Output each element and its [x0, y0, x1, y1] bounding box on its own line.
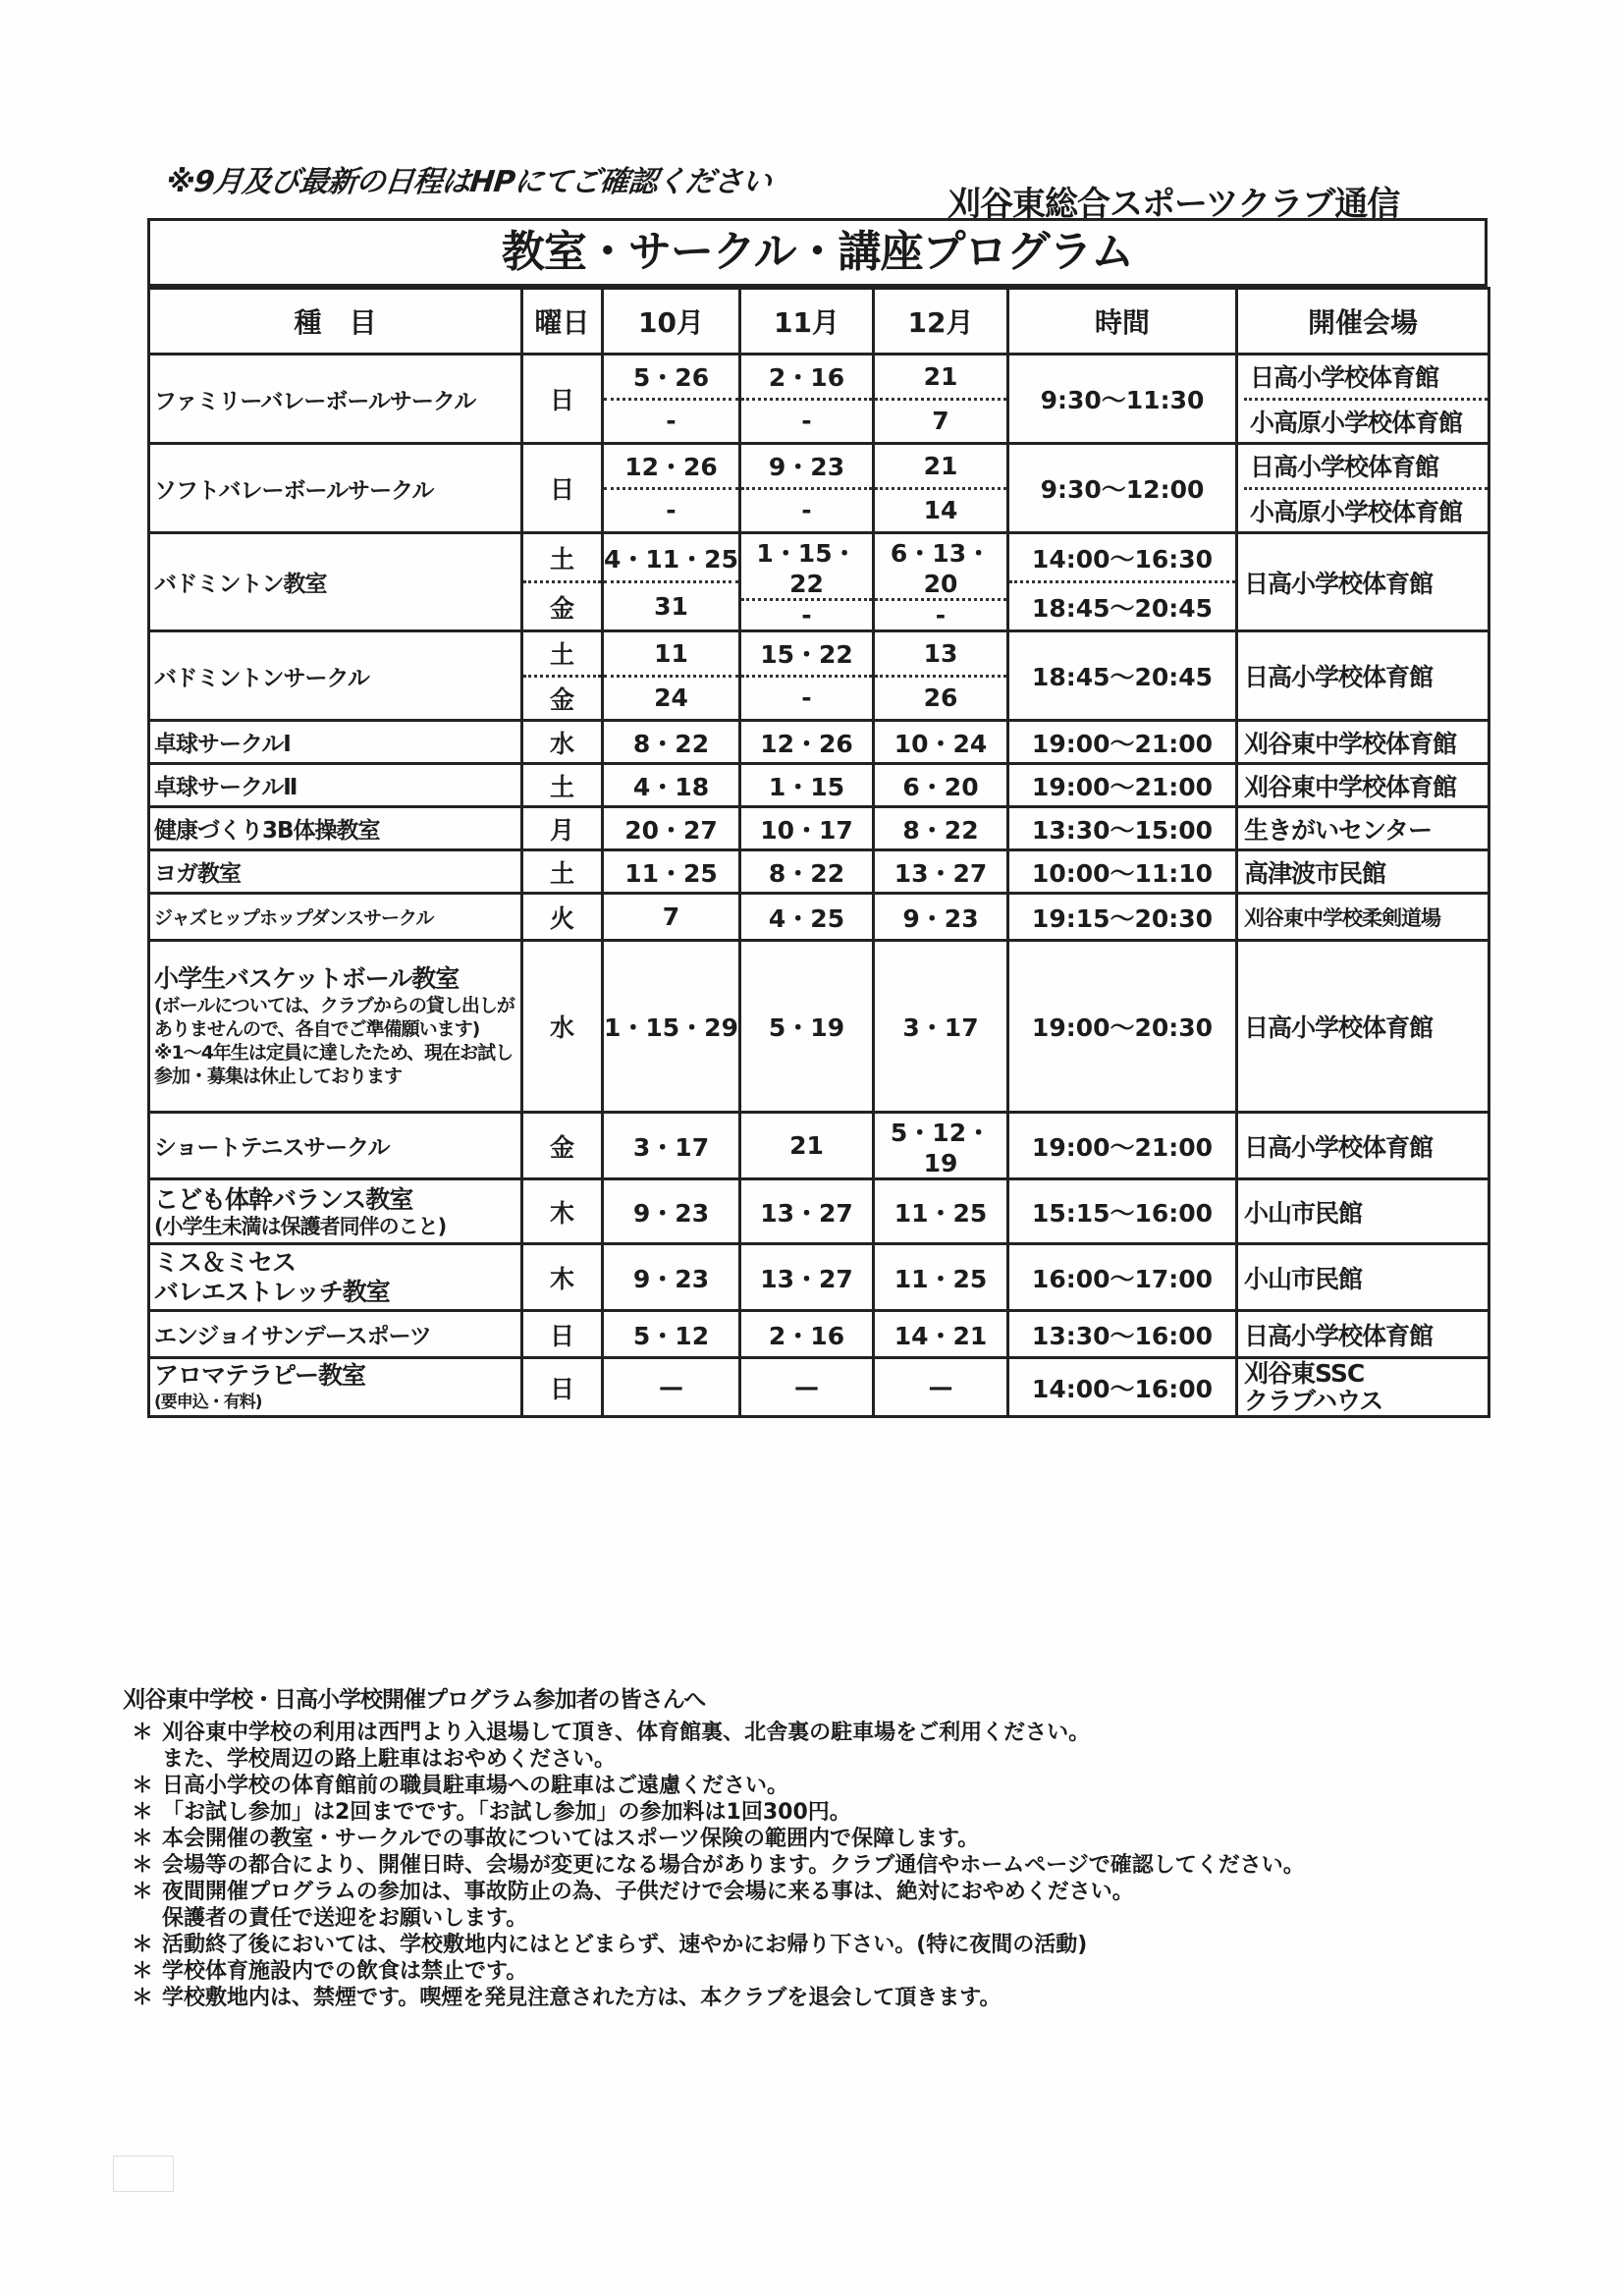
event-name: 小学生バスケットボール教室: [154, 964, 460, 993]
dec-cell: 13・27: [874, 850, 1008, 894]
asterisk-bullet-icon: ＊: [131, 1800, 153, 1825]
table-row: [149, 850, 1489, 894]
program-table: [147, 287, 1490, 1418]
dec-cell: [874, 355, 1008, 444]
oct-cell: 1・15・29: [603, 941, 740, 1113]
nov-date: -: [801, 407, 812, 436]
venue-cell: 高津波市民館: [1237, 850, 1489, 894]
nov-cell: 13・27: [740, 1179, 874, 1244]
oct-cell: 4・18: [603, 764, 740, 807]
dec-date: 21: [875, 355, 1006, 401]
col-header-nov: 11月: [740, 289, 874, 355]
nov-date: 2・16: [741, 355, 872, 401]
nov-cell: [740, 355, 874, 444]
table-row: [149, 1113, 1489, 1179]
day-cell: 水: [522, 721, 603, 764]
note-text: 活動終了後においては、学校敷地内にはとどまらず、速やかにお帰り下さい。(特に夜間の活動): [162, 1933, 1088, 1957]
note-text: 日高小学校の体育館前の職員駐車場への駐車はご遠慮ください。: [162, 1774, 789, 1798]
note-text: 夜間開催プログラムの参加は、事故防止の為、子供だけで会場に来る事は、絶対におやめください。: [162, 1880, 1134, 1904]
day-cell: 日: [522, 355, 603, 444]
col-header-venue: 開催会場: [1237, 289, 1489, 355]
nov-cell: 5・19: [740, 941, 874, 1113]
table-row: [149, 941, 1489, 1113]
event-name-cell: [149, 1179, 522, 1244]
table-row: [149, 631, 1489, 721]
asterisk-bullet-icon: ＊: [131, 1880, 153, 1904]
table-row: [149, 533, 1489, 631]
event-name: ヨガ教室: [149, 850, 522, 894]
table-row: [149, 1179, 1489, 1244]
day-value: 土: [523, 534, 601, 583]
nov-cell: 21: [740, 1113, 874, 1179]
venue-name-line2: クラブハウス: [1244, 1386, 1383, 1415]
participant-notes: [123, 1681, 1517, 2011]
oct-cell: 9・23: [603, 1244, 740, 1311]
note-continuation: また、学校周辺の路上駐車はおやめください。: [162, 1747, 617, 1772]
table-row: [149, 807, 1489, 850]
nov-cell: [740, 444, 874, 533]
oct-cell: [603, 444, 740, 533]
venue-cell: 刈谷東中学校体育館: [1237, 764, 1489, 807]
dec-cell: —: [874, 1358, 1008, 1417]
event-note: (ボールについては、クラブからの貸し出しがありませんので、各自でご準備願います): [154, 995, 514, 1040]
event-note: (小学生未満は保護者同伴のこと): [154, 1214, 447, 1238]
oct-cell: [603, 355, 740, 444]
day-value: 金: [549, 593, 574, 623]
oct-date: 11: [604, 632, 738, 678]
dec-date: 21: [875, 445, 1006, 490]
table-title: 教室・サークル・講座プログラム: [147, 218, 1488, 287]
time-cell: 9:30〜12:00: [1008, 444, 1237, 533]
time-cell: 16:00〜17:00: [1008, 1244, 1237, 1311]
event-name: 卓球サークルⅠ: [149, 721, 522, 764]
asterisk-bullet-icon: ＊: [131, 1986, 153, 2010]
venue-name: 日高小学校体育館: [1244, 355, 1488, 401]
dec-date: 6・13・20: [875, 534, 1006, 601]
dec-date: 7: [932, 407, 949, 436]
dec-cell: 8・22: [874, 807, 1008, 850]
oct-cell: 8・22: [603, 721, 740, 764]
dec-cell: 11・25: [874, 1179, 1008, 1244]
dec-cell: 6・20: [874, 764, 1008, 807]
event-note-suspension: ※1〜4年生は定員に達したため、現在お試し参加・募集は休止しております: [154, 1042, 514, 1087]
event-name: 卓球サークルⅡ: [149, 764, 522, 807]
event-note: (要申込・有料): [154, 1392, 262, 1412]
oct-date: -: [666, 407, 677, 436]
note-item: [123, 1879, 1517, 1905]
faint-bleedthrough-box: [113, 2156, 174, 2192]
time-cell: 15:15〜16:00: [1008, 1179, 1237, 1244]
nov-cell: 12・26: [740, 721, 874, 764]
table-row: [149, 1358, 1489, 1417]
venue-name: 小高原小学校体育館: [1250, 408, 1463, 437]
note-continuation: 保護者の責任で送迎をお願いします。: [162, 1906, 528, 1931]
venue-cell: [1237, 1358, 1489, 1417]
event-name: ジャズヒップホップダンスサークル: [149, 894, 522, 941]
note-text: 学校体育施設内での飲食は禁止です。: [162, 1959, 528, 1984]
asterisk-bullet-icon: ＊: [131, 1933, 153, 1957]
oct-date: -: [666, 496, 677, 525]
event-name: バドミントンサークル: [149, 631, 522, 721]
nov-cell: 4・25: [740, 894, 874, 941]
table-row: [149, 1311, 1489, 1358]
time-cell: 13:30〜15:00: [1008, 807, 1237, 850]
dec-cell: 3・17: [874, 941, 1008, 1113]
table-row: [149, 355, 1489, 444]
oct-cell: 3・17: [603, 1113, 740, 1179]
note-item: [123, 1985, 1517, 2011]
note-text: 本会開催の教室・サークルでの事故についてはスポーツ保険の範囲内で保障します。: [162, 1827, 980, 1851]
note-item: [123, 1799, 1517, 1826]
table-row: [149, 764, 1489, 807]
col-header-time: 時間: [1008, 289, 1237, 355]
dec-cell: 14・21: [874, 1311, 1008, 1358]
oct-cell: —: [603, 1358, 740, 1417]
asterisk-bullet-icon: ＊: [131, 1827, 153, 1851]
day-cell: 日: [522, 444, 603, 533]
note-item: [123, 1932, 1517, 1958]
dec-date: 14: [923, 496, 958, 525]
dec-cell: 10・24: [874, 721, 1008, 764]
col-header-oct: 10月: [603, 289, 740, 355]
time-cell: 19:15〜20:30: [1008, 894, 1237, 941]
venue-cell: 小山市民館: [1237, 1179, 1489, 1244]
time-cell: 19:00〜21:00: [1008, 721, 1237, 764]
nov-cell: [740, 533, 874, 631]
oct-cell: [603, 631, 740, 721]
table-row: [149, 1244, 1489, 1311]
table-row: [149, 444, 1489, 533]
venue-name: 日高小学校体育館: [1244, 445, 1488, 490]
oct-cell: 11・25: [603, 850, 740, 894]
time-cell: 18:45〜20:45: [1008, 631, 1237, 721]
day-cell: 水: [522, 941, 603, 1113]
club-newsletter-title: 刈谷東総合スポーツクラブ通信: [947, 185, 1400, 224]
day-cell: 日: [522, 1311, 603, 1358]
oct-cell: [603, 533, 740, 631]
venue-cell: 刈谷東中学校体育館: [1237, 721, 1489, 764]
oct-date: 12・26: [604, 445, 738, 490]
schedule-notice: ※9月及び最新の日程はHPにてご確認ください: [164, 165, 773, 199]
event-name: こども体幹バランス教室: [154, 1184, 413, 1214]
asterisk-bullet-icon: ＊: [131, 1959, 153, 1984]
day-cell: 日: [522, 1358, 603, 1417]
time-cell: 14:00〜16:00: [1008, 1358, 1237, 1417]
time-cell: 13:30〜16:00: [1008, 1311, 1237, 1358]
asterisk-bullet-icon: ＊: [131, 1721, 153, 1745]
event-name: ファミリーバレーボールサークル: [149, 355, 522, 444]
nov-cell: 13・27: [740, 1244, 874, 1311]
day-cell: 月: [522, 807, 603, 850]
day-cell: 木: [522, 1179, 603, 1244]
note-text: 会場等の都合により、開催日時、会場が変更になる場合があります。クラブ通信やホームページで確認してください。: [162, 1853, 1305, 1878]
venue-cell: 日高小学校体育館: [1237, 941, 1489, 1113]
dec-date: 13: [875, 632, 1006, 678]
note-item: [123, 1826, 1517, 1852]
note-item: [123, 1773, 1517, 1799]
note-text: 「お試し参加」は2回までです。「お試し参加」の参加料は1回300円。: [162, 1800, 851, 1825]
day-cell: 火: [522, 894, 603, 941]
time-cell: 9:30〜11:30: [1008, 355, 1237, 444]
dec-date: 26: [923, 683, 958, 713]
time-cell: 10:00〜11:10: [1008, 850, 1237, 894]
day-value: 土: [523, 632, 601, 678]
col-header-day: 曜日: [522, 289, 603, 355]
time-value: 18:45〜20:45: [1031, 593, 1214, 623]
table-row: [149, 721, 1489, 764]
event-name: ショートテニスサークル: [149, 1113, 522, 1179]
dec-cell: [874, 533, 1008, 631]
note-item: [123, 1720, 1517, 1746]
venue-cell: 刈谷東中学校柔剣道場: [1237, 894, 1489, 941]
col-header-dec: 12月: [874, 289, 1008, 355]
nov-cell: [740, 631, 874, 721]
time-value: 14:00〜16:30: [1009, 534, 1235, 583]
nov-date: 9・23: [741, 445, 872, 490]
note-text: 刈谷東中学校の利用は西門より入退場して頂き、体育館裏、北舎裏の駐車場をご利用ください。: [162, 1721, 1091, 1745]
asterisk-bullet-icon: ＊: [131, 1853, 153, 1878]
nov-date: -: [801, 683, 812, 713]
venue-cell: 小山市民館: [1237, 1244, 1489, 1311]
day-cell: [522, 631, 603, 721]
oct-date: 31: [654, 592, 688, 621]
event-name-cell: [149, 1244, 522, 1311]
nov-date: -: [801, 601, 812, 629]
notes-heading: 刈谷東中学校・日高小学校開催プログラム参加者の皆さんへ: [123, 1687, 706, 1713]
venue-cell: 日高小学校体育館: [1237, 1113, 1489, 1179]
day-cell: 金: [522, 1113, 603, 1179]
dec-cell: 9・23: [874, 894, 1008, 941]
note-item: [123, 1958, 1517, 1985]
note-text: 学校敷地内は、禁煙です。喫煙を発見注意された方は、本クラブを退会して頂きます。: [162, 1986, 1001, 2010]
venue-cell: 日高小学校体育館: [1237, 1311, 1489, 1358]
oct-cell: 20・27: [603, 807, 740, 850]
nov-date: -: [801, 496, 812, 525]
event-name-cell: [149, 941, 522, 1113]
day-cell: 木: [522, 1244, 603, 1311]
venue-cell: 生きがいセンター: [1237, 807, 1489, 850]
event-name-line2: バレエストレッチ教室: [154, 1277, 390, 1306]
day-cell: 土: [522, 764, 603, 807]
note-item: [123, 1852, 1517, 1879]
oct-cell: 5・12: [603, 1311, 740, 1358]
event-name: ソフトバレーボールサークル: [149, 444, 522, 533]
event-name: エンジョイサンデースポーツ: [149, 1311, 522, 1358]
table-row: [149, 894, 1489, 941]
venue-cell: 日高小学校体育館: [1237, 631, 1489, 721]
nov-date: 15・22: [741, 632, 872, 678]
day-cell: [522, 533, 603, 631]
event-name: 健康づくり3B体操教室: [149, 807, 522, 850]
dec-date: -: [935, 601, 947, 629]
venue-name: 刈谷東SSC: [1244, 1358, 1365, 1388]
time-cell: 19:00〜21:00: [1008, 1113, 1237, 1179]
nov-cell: 10・17: [740, 807, 874, 850]
program-table-container: [147, 218, 1488, 1418]
time-cell: 19:00〜20:30: [1008, 941, 1237, 1113]
event-name: アロマテラピー教室: [154, 1360, 366, 1390]
col-header-event: 種 目: [149, 289, 522, 355]
asterisk-bullet-icon: ＊: [131, 1774, 153, 1798]
oct-cell: 7: [603, 894, 740, 941]
nov-cell: 2・16: [740, 1311, 874, 1358]
dec-cell: [874, 631, 1008, 721]
nov-date: 1・15・22: [741, 534, 872, 601]
event-name: ミス＆ミセス: [154, 1247, 297, 1277]
dec-cell: [874, 444, 1008, 533]
oct-date: 24: [654, 683, 688, 713]
venue-cell: 日高小学校体育館: [1237, 533, 1489, 631]
day-value: 金: [549, 684, 574, 714]
dec-cell: 11・25: [874, 1244, 1008, 1311]
dec-cell: 5・12・19: [874, 1113, 1008, 1179]
nov-cell: —: [740, 1358, 874, 1417]
event-name-cell: [149, 1358, 522, 1417]
oct-cell: 9・23: [603, 1179, 740, 1244]
event-name: バドミントン教室: [149, 533, 522, 631]
oct-date: 5・26: [604, 355, 738, 401]
venue-cell: [1237, 444, 1489, 533]
venue-name: 小高原小学校体育館: [1250, 497, 1463, 526]
time-cell: [1008, 533, 1237, 631]
nov-cell: 8・22: [740, 850, 874, 894]
nov-cell: 1・15: [740, 764, 874, 807]
oct-date: 4・11・25: [604, 534, 738, 583]
venue-cell: [1237, 355, 1489, 444]
time-cell: 19:00〜21:00: [1008, 764, 1237, 807]
table-header-row: [149, 289, 1489, 355]
day-cell: 土: [522, 850, 603, 894]
